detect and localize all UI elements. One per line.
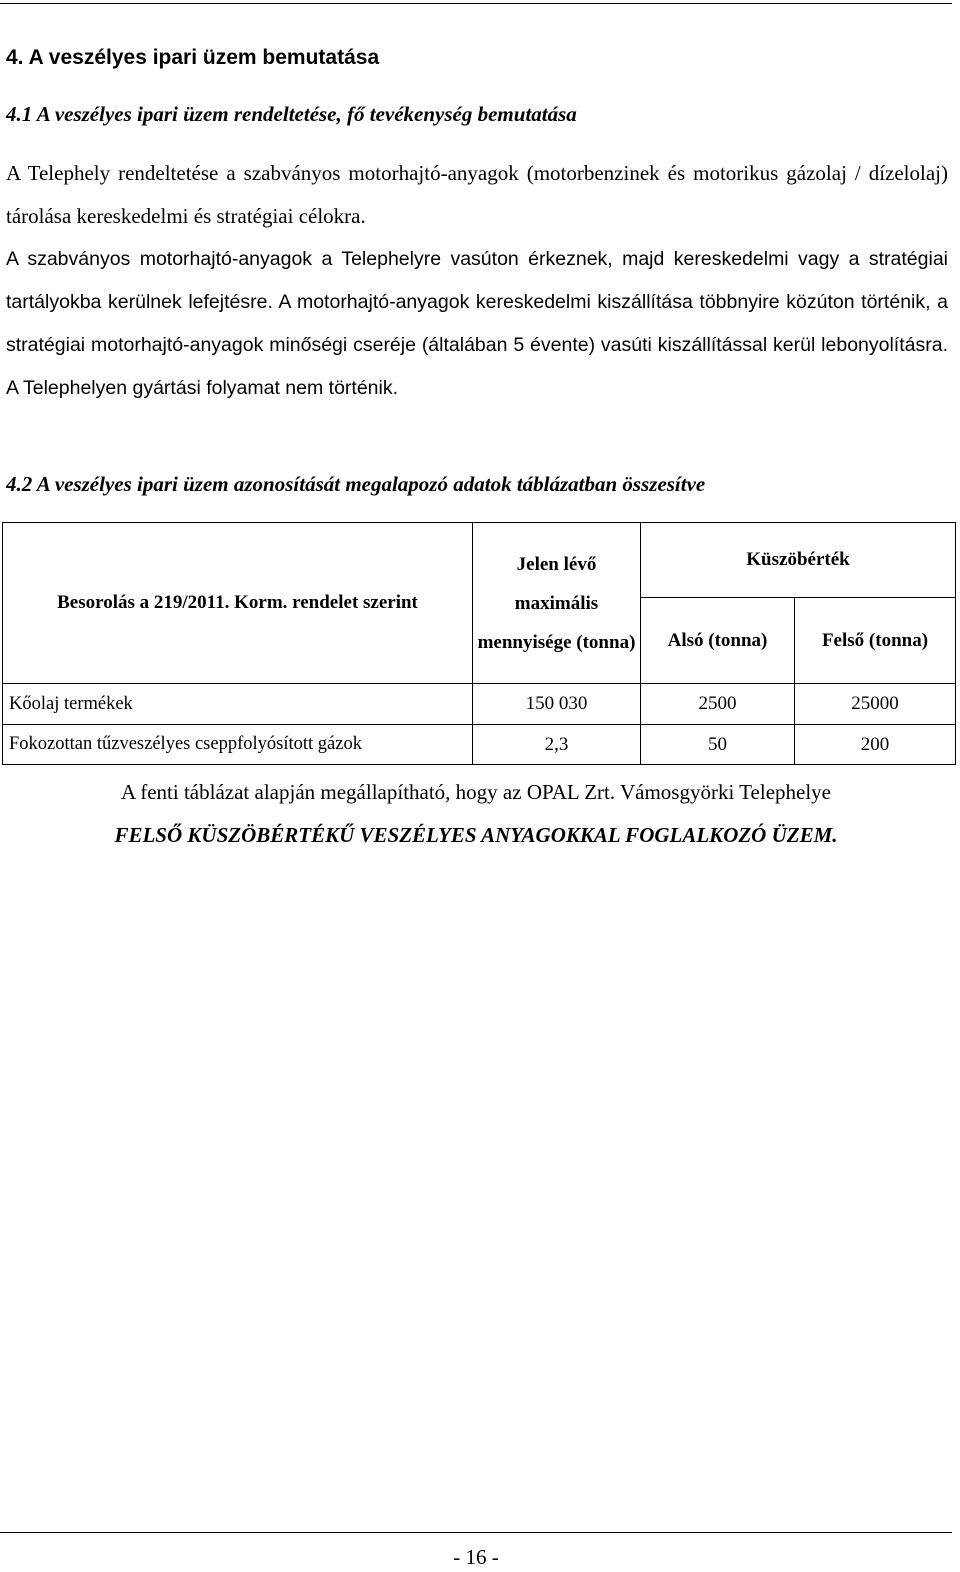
row-upper-threshold: 200 <box>795 725 956 765</box>
table-row <box>3 725 956 765</box>
classification-table <box>2 522 956 765</box>
header-classification: Besorolás a 219/2011. Korm. rendelet szerint <box>3 523 473 684</box>
row-max-quantity: 2,3 <box>473 725 641 765</box>
header-upper-threshold: Felső (tonna) <box>795 598 956 684</box>
row-label: Fokozottan tűzveszélyes cseppfolyósított gázok <box>3 725 473 765</box>
conclusion-text: A fenti táblázat alapján megállapítható, hogy az OPAL Zrt. Vámosgyörki Telephelye <box>120 780 831 804</box>
subsection-title-4-1: 4.1 A veszélyes ipari üzem rendeltetése, fő tevékenység bemutatása <box>6 102 577 126</box>
row-max-quantity: 150 030 <box>473 684 641 725</box>
row-upper-threshold: 25000 <box>795 684 956 725</box>
row-label: Kőolaj termékek <box>3 684 473 725</box>
table-row <box>3 684 956 725</box>
paragraph-purpose: A Telephely rendeltetése a szabványos motorhajtó-anyagok (motorbenzinek és motorikus gázolaj / dízelolaj) tárolása kereskedelmi és stratégiai célokra. <box>6 161 948 228</box>
page-number: - 16 - <box>453 1545 499 1569</box>
section-heading: 4. A veszélyes ipari üzem bemutatása <box>6 46 380 69</box>
footer-rule <box>0 1532 952 1533</box>
header-rule <box>0 3 952 4</box>
header-threshold: Küszöbérték <box>641 523 956 598</box>
row-lower-threshold: 50 <box>641 725 795 765</box>
paragraph-operations: A szabványos motorhajtó-anyagok a Telephelyre vasúton érkeznek, majd kereskedelmi vagy a stratégiai tartályokba kerülnek lefejtésre. A motorhajtó-anyagok kereskedelmi kiszállítása többnyire közúton történik, a stratégiai motorhajtó-anyagok minőségi cseréje (általában 5 évente) vasúti kiszállítással kerül lebonyolításra. A Telephelyen gyártási folyamat nem történik. <box>6 248 948 399</box>
row-lower-threshold: 2500 <box>641 684 795 725</box>
header-lower-threshold: Alsó (tonna) <box>641 598 795 684</box>
subsection-title-4-2: 4.2 A veszélyes ipari üzem azonosítását megalapozó adatok táblázatban összesítve <box>6 472 706 496</box>
conclusion-emphasis: FELSŐ KÜSZÖBÉRTÉKŰ VESZÉLYES ANYAGOKKAL FOGLALKOZÓ ÜZEM. <box>114 823 838 847</box>
header-max-quantity: Jelen lévő maximális mennyisége (tonna) <box>473 523 641 684</box>
